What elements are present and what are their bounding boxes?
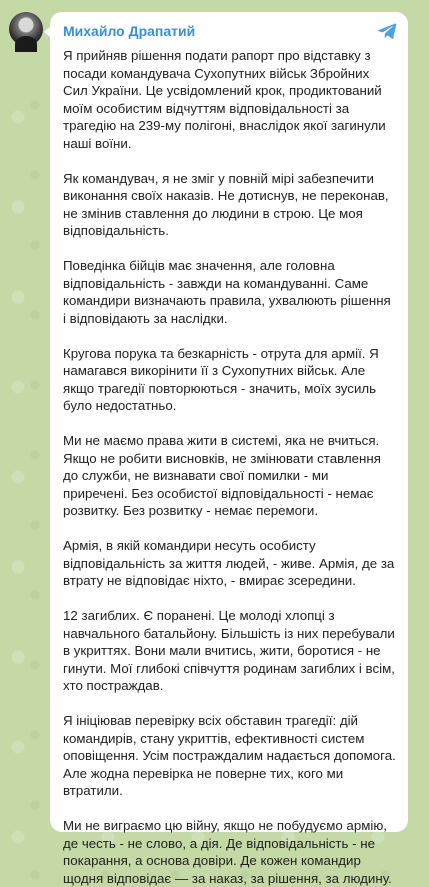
telegram-share-icon[interactable] (376, 20, 398, 42)
post-paragraph: Ми не виграємо цю війну, якщо не побудуємо армію, де честь - не слово, а дія. Де відповідальність - не покарання, а основа довіри. Де кожен командир щодня відповідає — за наказ, за рішення, за людину. (63, 818, 392, 886)
post-paragraph: Як командувач, я не зміг у повній мірі забезпечити виконання своїх наказів. Не дотиснув, не переконав, не змінив ставлення до людини в строю. Це моя відповідальність. (63, 170, 389, 238)
sender-name[interactable]: Михайло Драпатий (63, 23, 196, 39)
post-paragraph: Ми не маємо права жити в системі, яка не вчиться. Якщо не робити висновків, не змінювати ставлення до служби, не визнавати свої помилки - ми приречені. Без особистої відповідальності - немає розвитку. Без розвитку - немає перемоги. (63, 433, 381, 518)
post-paragraph: 12 загиблих. Є поранені. Це молоді хлопці з навчального батальйону. Більшість із них перебували в укриттях. Вони мали вчитись, жити, боротися - не гинути. Мої глибокі співчуття родинам загиблих і всім, хто постраждав. (63, 608, 395, 693)
post-text (63, 47, 396, 887)
post-paragraph: Я ініціював перевірку всіх обставин трагедії: дій командирів, стану укриттів, ефективності систем оповіщення. Усім постраждалим надається допомога. Але жодна перевірка не поверне тих, кого ми втратили. (63, 713, 396, 798)
message-bubble (50, 12, 408, 886)
post-paragraph: Кругова порука та безкарність - отрута для армії. Я намагався викорінити її з Сухопутних військ. Але якщо трагедії повторюються - значить, моїх зусиль було недостатньо. (63, 345, 379, 413)
post-paragraph: Поведінка бійців має значення, але головна відповідальність - завжди на командуванні. Саме командири визначають правила, ухвалюють рішення і відповідають за наслідки. (63, 258, 391, 326)
post-paragraph: Я прийняв рішення подати рапорт про відставку з посади командувача Сухопутних військ Збройних Сил України. Це усвідомлений крок, продиктований моїм особистим відчуттям відповідальності за трагедію на 239-му полігоні, внаслідок якої загинули наші воїни. (63, 48, 386, 151)
channel-avatar[interactable] (9, 12, 43, 46)
post-paragraph: Армія, в якій командири несуть особисту відповідальність за життя людей, - живе. Армія, де за втрату не відповідає ніхто, - вмирає зсередини. (63, 538, 395, 588)
